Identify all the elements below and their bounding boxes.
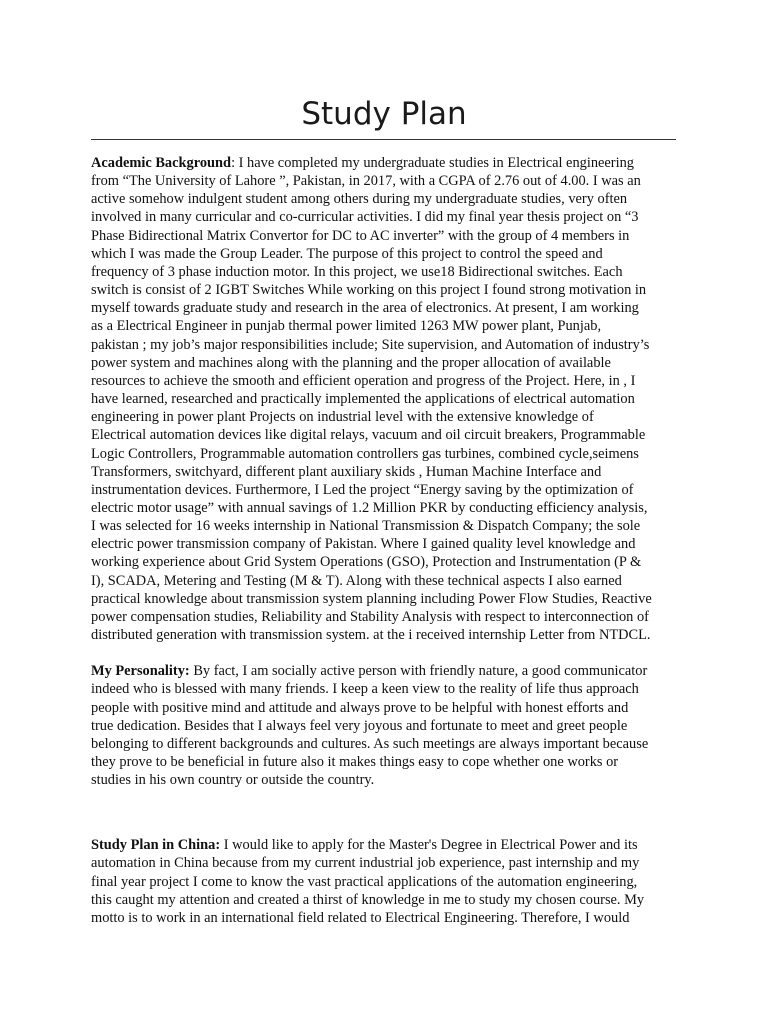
title-divider — [91, 139, 676, 140]
paragraph-line: frequency of 3 phase induction motor. In this project, we use18 Bidirectional switches. Each — [91, 263, 623, 280]
paragraph-line: as a Electrical Engineer in punjab thermal power limited 1263 MW power plant, Punjab, — [91, 318, 602, 335]
paragraph-line: have learned, researched and practically implemented the applications of electrical automation — [91, 391, 635, 408]
paragraph-line: I was selected for 16 weeks internship in National Transmission & Dispatch Company; the sole — [91, 518, 641, 535]
paragraph-line: Transformers, switchyard, different plant auxiliary skids , Human Machine Interface and — [91, 463, 602, 480]
paragraph-line: true dedication. Besides that I always feel very joyous and fortunate to meet and greet people — [91, 717, 628, 734]
paragraph-line: from “The University of Lahore ”, Pakistan, in 2017, with a CGPA of 2.76 out of 4.00. I was an — [91, 173, 641, 190]
paragraph-line: they prove to be beneficial in future also it makes things easy to cope whether one works or — [91, 754, 619, 770]
paragraph-line: working experience about Grid System Operations (GSO), Protection and Instrumentation (P & — [91, 554, 642, 571]
paragraph-line: instrumentation devices. Furthermore, I Led the project “Energy saving by the optimization of — [91, 481, 634, 498]
personality-paragraph — [91, 662, 681, 789]
paragraph-line: power system and machines along with the planning and the proper allocation of available — [91, 354, 611, 371]
paragraph-line: resources to achieve the smooth and efficient operation and progress of the Project. Here, in , I — [91, 372, 636, 389]
paragraph-line: automation in China because from my current industrial job experience, past internship and my — [91, 855, 640, 872]
paragraph-line: active somehow indulgent student among others during my undergraduate studies, very often — [91, 191, 628, 208]
paragraph-line — [91, 662, 681, 680]
paragraph-line: this caught my attention and created a thirst of knowledge in me to study my chosen course. My — [91, 891, 645, 908]
section-heading: Academic Background — [91, 155, 232, 171]
paragraph-line: electric power transmission company of Pakistan. Where I gained quality level knowledge and — [91, 536, 636, 553]
paragraph-line: Logic Controllers, Programmable automation controllers gas turbines, combined cycle,seimens — [91, 445, 639, 462]
paragraph-line: Electrical automation devices like digital relays, vacuum and oil circuit breakers, Programmable — [91, 427, 646, 444]
paragraph-line: belonging to different backgrounds and cultures. As such meetings are always important because — [91, 735, 649, 752]
paragraph-line: I), SCADA, Metering and Testing (M & T). Along with these technical aspects I also earned — [91, 572, 622, 589]
paragraph-line: people with positive mind and attitude and always prove to be helpful with honest efforts and — [91, 699, 629, 716]
section-heading: My Personality: — [91, 663, 190, 680]
document-body — [91, 154, 681, 927]
paragraph-line: electric motor usage” with annual savings of 1.2 Million PKR by conducting efficiency analysis, — [91, 499, 648, 516]
paragraph-line: involved in many curricular and co-curricular activities. I did my final year thesis project on “3 — [91, 209, 639, 226]
document-title: Study Plan — [301, 96, 467, 132]
paragraph-line: indeed who is blessed with many friends. I keep a keen view to the reality of life thus approach — [91, 681, 639, 698]
paragraph-line: distributed generation with transmission system. at the i received internship Letter from NTDCL. — [91, 627, 651, 644]
paragraph-spacer — [91, 789, 681, 836]
line-text: I would like to apply for the Master's Degree in Electrical Power and its — [220, 837, 638, 854]
paragraph-line: studies in his own country or outside the country. — [91, 772, 375, 789]
paragraph-line: practical knowledge about transmission system planning including Power Flow Studies, Reactive — [91, 590, 652, 607]
paragraph-line: power compensation studies, Reliability and Stability Analysis with respect to interconnection of — [91, 608, 649, 625]
paragraph-line: switch is consist of 2 IGBT Switches While working on this project I found strong motivation in — [91, 282, 647, 299]
line-text: : I have completed my undergraduate studies in Electrical engineering — [231, 155, 634, 171]
paragraph-line — [91, 154, 681, 172]
study-plan-china-paragraph — [91, 836, 681, 927]
paragraph-line — [91, 836, 681, 854]
academic-background-paragraph — [91, 154, 681, 644]
paragraph-line: engineering in power plant Projects on industrial level with the extensive knowledge of — [91, 409, 594, 426]
paragraph-line: motto is to work in an international field related to Electrical Engineering. Therefore, I would — [91, 909, 630, 926]
paragraph-line: which I was made the Group Leader. The purpose of this project to control the speed and — [91, 245, 603, 262]
paragraph-line: final year project I come to know the vast practical applications of the automation engineering, — [91, 873, 638, 890]
line-text: By fact, I am socially active person with friendly nature, a good communicator — [189, 663, 648, 680]
paragraph-line: myself towards graduate study and research in the area of electronics. At present, I am working — [91, 300, 639, 317]
paragraph-line: pakistan ; my job’s major responsibilities include; Site supervision, and Automation of industry’s — [91, 336, 650, 353]
section-heading: Study Plan in China: — [91, 837, 221, 854]
paragraph-line: Phase Bidirectional Matrix Convertor for DC to AC inverter” with the group of 4 members in — [91, 227, 630, 244]
paragraph-spacer — [91, 644, 681, 662]
